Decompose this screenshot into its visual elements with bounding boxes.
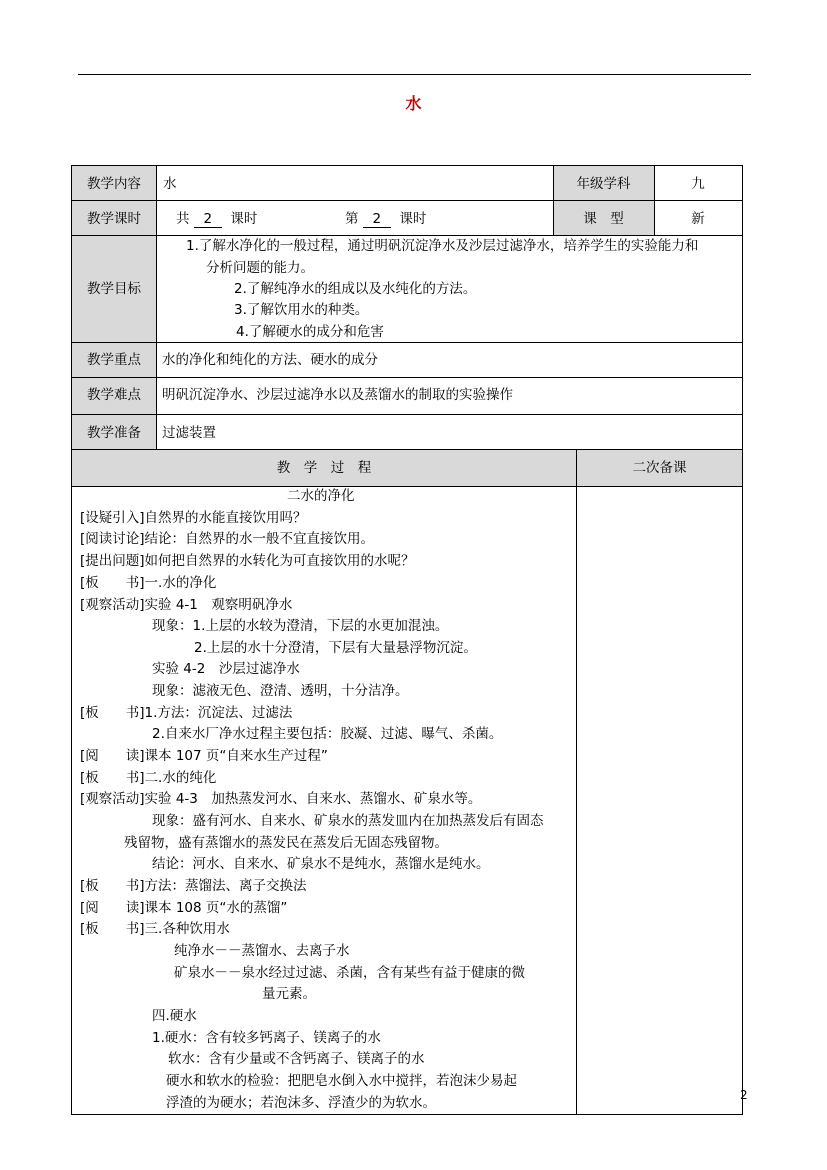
process-line: 浮渣的为硬水；若泡沫多、浮渣少的为软水。 — [166, 1095, 436, 1111]
notes-header: 二次备课 — [632, 460, 687, 476]
hours-total-prefix: 共 — [176, 211, 190, 227]
process-line: [板 书]一.水的净化 — [80, 575, 217, 591]
process-line: 2.自来水厂净水过程主要包括：胶凝、过滤、曝气、杀菌。 — [152, 726, 503, 742]
page-number: 2 — [740, 1088, 748, 1102]
process-line: [阅 读]课本 108 页“水的蒸馏” — [80, 900, 288, 916]
process-line: [板 书]1.方法：沉淀法、过滤法 — [80, 705, 293, 721]
hours-total — [176, 210, 257, 228]
process-header: 教 学 过 程 — [276, 460, 372, 476]
type-value: 新 — [691, 211, 705, 227]
row-line — [71, 342, 743, 343]
hours-current-prefix: 第 — [345, 211, 359, 227]
process-line: [提出问题]如何把自然界的水转化为可直接饮用的水呢？ — [80, 553, 415, 569]
goal-item: 3.了解饮用水的种类。 — [234, 302, 369, 318]
prep-value: 过滤装置 — [162, 425, 216, 441]
process-line: 1.硬水：含有较多钙离子、镁离子的水 — [152, 1030, 381, 1046]
row-line — [71, 200, 743, 201]
process-line: 残留物，盛有蒸馏水的蒸发民在蒸发后无固态残留物。 — [124, 835, 448, 851]
document-title: 水 — [405, 94, 422, 113]
column-line — [576, 449, 577, 1115]
grade-label: 年级学科 — [576, 176, 631, 192]
hours-total-suffix: 课时 — [230, 211, 258, 227]
difficulty-value: 明矾沉淀净水、沙层过滤净水以及蒸馏水的制取的实验操作 — [162, 387, 513, 403]
goal-item: 1.了解水净化的一般过程，通过明矾沉淀净水及沙层过滤净水，培养学生的实验能力和 — [186, 238, 699, 254]
process-line: 结论：河水、自来水、矿泉水不是纯水，蒸馏水是纯水。 — [152, 856, 490, 872]
process-line: 硬水和软水的检验：把肥皂水倒入水中搅拌，若泡沫少易起 — [166, 1073, 517, 1089]
prep-label: 教学准备 — [87, 425, 141, 441]
process-line: [板 书]二.水的纯化 — [80, 770, 217, 786]
row-line — [71, 377, 743, 378]
goal-item: 分析问题的能力。 — [206, 260, 314, 276]
grade-value: 九 — [691, 176, 705, 192]
hours-current-value: 2 — [363, 212, 391, 228]
process-line: [观察活动]实验 4-1 观察明矾净水 — [80, 597, 293, 613]
process-line: 现象：滤液无色、澄清、透明，十分洁净。 — [152, 683, 409, 699]
hours-total-value: 2 — [194, 212, 222, 228]
header-rule — [78, 74, 751, 75]
hours-current — [345, 210, 426, 228]
process-line: [阅读讨论]结论：自然界的水一般不宜直接饮用。 — [80, 531, 375, 547]
process-line: 实验 4-2 沙层过滤净水 — [152, 661, 300, 677]
process-line: 2.上层的水十分澄清，下层有大量悬浮物沉淀。 — [194, 640, 477, 656]
process-line: 量元素。 — [262, 986, 316, 1002]
process-line: 四.硬水 — [152, 1008, 197, 1024]
goals-label: 教学目标 — [87, 281, 141, 297]
process-line: 矿泉水－－泉水经过过滤、杀菌，含有某些有益于健康的微 — [174, 965, 525, 981]
row-line — [71, 414, 743, 415]
process-line: 现象：盛有河水、自来水、矿泉水的蒸发皿内在加热蒸发后有固态 — [152, 813, 544, 829]
content-value: 水 — [163, 176, 177, 192]
process-line: 纯净水－－蒸馏水、去离子水 — [174, 943, 350, 959]
process-line: 软水：含有少量或不含钙离子、镁离子的水 — [168, 1051, 425, 1067]
focus-label: 教学重点 — [87, 352, 141, 368]
process-line: [阅 读]课本 107 页“自来水生产过程” — [80, 748, 328, 764]
goal-item: 2.了解纯净水的组成以及水纯化的方法。 — [234, 281, 477, 297]
difficulty-label: 教学难点 — [87, 387, 141, 403]
process-line: [观察活动]实验 4-3 加热蒸发河水、自来水、蒸馏水、矿泉水等。 — [80, 791, 482, 807]
process-line: [板 书]方法：蒸馏法、离子交换法 — [80, 878, 307, 894]
hours-current-suffix: 课时 — [399, 211, 427, 227]
process-line: 二水的净化 — [287, 488, 355, 504]
goal-item: 4.了解硬水的成分和危害 — [236, 324, 384, 340]
focus-value: 水的净化和纯化的方法、硬水的成分 — [162, 352, 378, 368]
type-label: 课 型 — [583, 211, 624, 227]
process-line: [板 书]三.各种饮用水 — [80, 921, 230, 937]
row-line — [71, 486, 743, 487]
column-line — [156, 165, 157, 450]
process-line: 现象：1.上层的水较为澄清，下层的水更加混浊。 — [152, 618, 449, 634]
row-line — [71, 449, 743, 450]
hours-label: 教学课时 — [87, 211, 141, 227]
content-label: 教学内容 — [87, 176, 141, 192]
process-line: [设疑引入]自然界的水能直接饮用吗？ — [80, 510, 307, 526]
